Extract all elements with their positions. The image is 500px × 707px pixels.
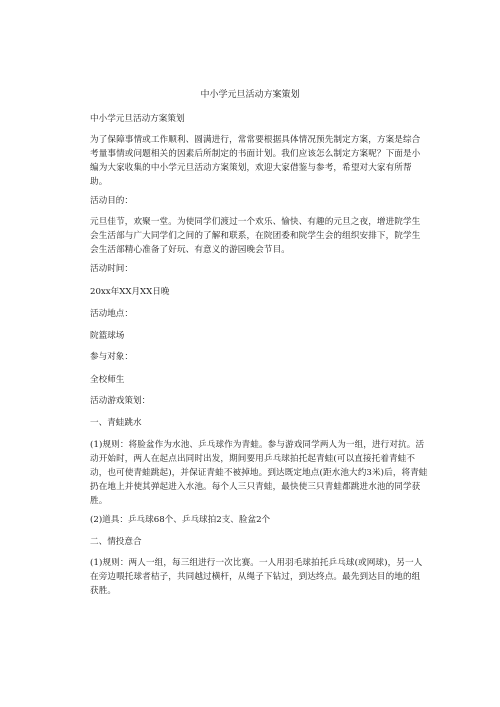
purpose-paragraph: 元旦佳节，欢聚一堂。为使同学们渡过一个欢乐、愉快、有趣的元旦之夜，增进院学生会生活部与广大同学们之间的了解和联系，在院团委和院学生会的组织安排下，院学生会生活部精心准备了好玩、有意义的游园晚会节目。 [90, 217, 421, 255]
game2-title: 二、情投意合 [90, 537, 142, 547]
document-title: 中小学元旦活动方案策划 [200, 90, 300, 100]
time-value: 20xx年XX月XX日晚 [90, 287, 170, 297]
audience-heading: 参与对象： [90, 352, 133, 362]
subtitle: 中小学元旦活动方案策划 [90, 114, 185, 124]
audience-value: 全校师生 [90, 375, 125, 385]
purpose-heading: 活动目的： [90, 196, 133, 206]
intro-paragraph: 为了保障事情或工作顺利、圆满进行，常常要根据具体情况预先制定方案，方案是综合考量事情或问题相关的因素后所制定的书面计划。我们应该怎么制定方案呢？下面是小编为大家收集的中小学元旦活动方案策划，欢迎大家借鉴与参考，希望对大家有所帮助。 [90, 135, 421, 187]
place-value: 院篮球场 [90, 331, 125, 341]
games-heading: 活动游戏策划： [90, 396, 151, 406]
game1-title: 一、青蛙跳水 [90, 418, 142, 428]
game1-props: (2)道具：乒乓球68个、乒乓球拍2支、脸盆2个 [90, 515, 271, 525]
place-heading: 活动地点： [90, 309, 133, 319]
time-heading: 活动时间： [90, 264, 133, 274]
game1-rules: (1)规则：将脸盆作为水池、乒乓球作为青蛙。参与游戏同学两人为一组，进行对抗。活动开始时，两人在起点出同时出发，期间要用乒乓球拍托起青蛙(可以直接托着青蛙不动，也可使青蛙跳起)，并保证青蛙不被掉地。到达既定地点(距水池大约3米)后，将青蛙扔在地上并使其弹起进入水池。每个人三只青蛙，最快使三只青蛙都跳进水池的同学获胜。 [90, 440, 428, 506]
game2-rules: (1)规则：两人一组，每三组进行一次比赛。一人用羽毛球拍托乒乓球(或网球)，另一人在旁边喂托球者桔子，共同越过横杆，从绳子下钻过，到达终点。最先到达目的地的组获胜。 [90, 558, 423, 596]
